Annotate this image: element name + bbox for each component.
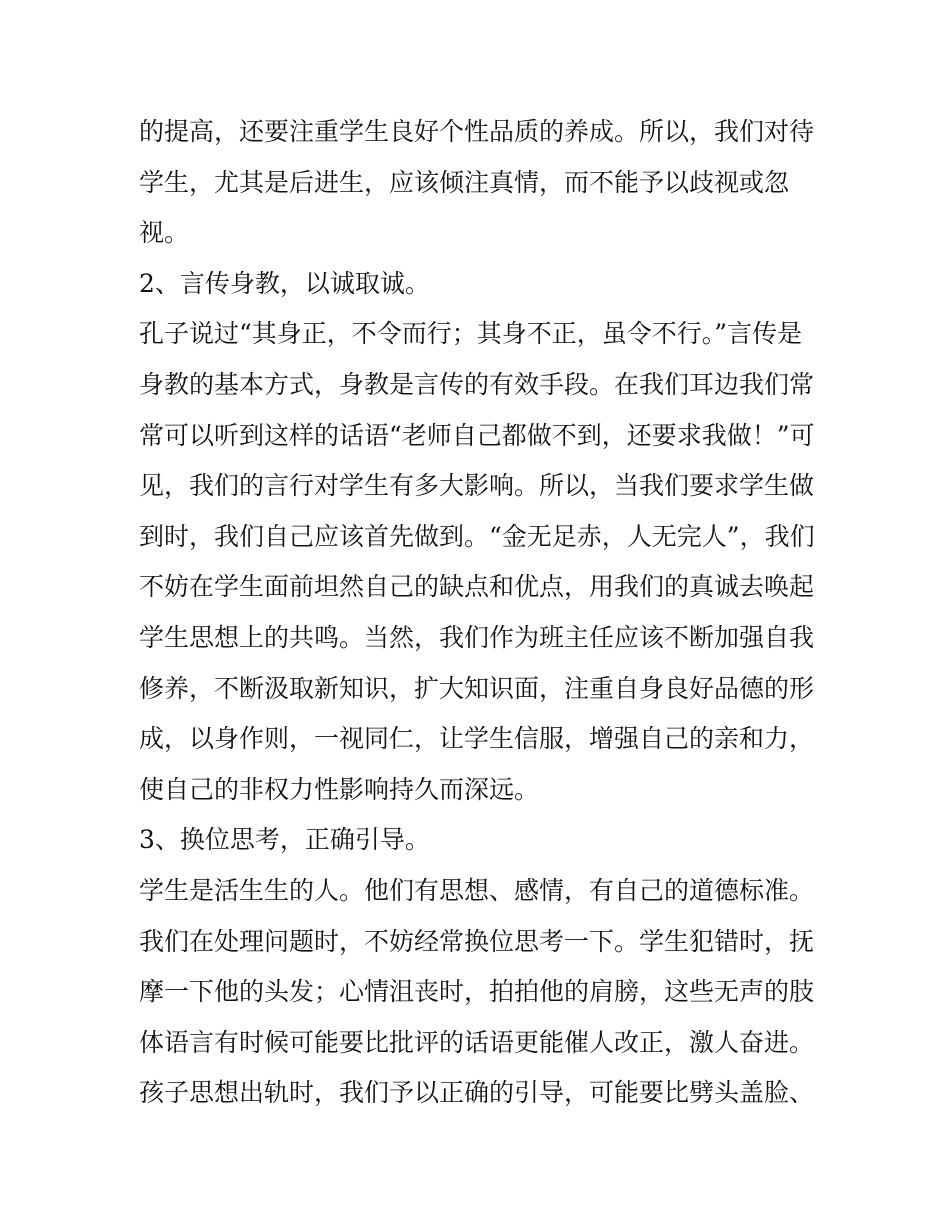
- text-line: 学生思想上的共鸣。当然，我们作为班主任应该不断加强自我: [139, 622, 815, 652]
- text-line: 孔子说过“其身正，不令而行；其身不正，虽令不行。”言传是: [139, 319, 803, 349]
- text-line: 我们在处理问题时，不妨经常换位思考一下。学生犯错时，抚: [139, 926, 815, 956]
- text-line: 不妨在学生面前坦然自己的缺点和优点，用我们的真诚去唤起: [139, 572, 815, 602]
- text-line: 成，以身作则，一视同仁，让学生信服，增强自己的亲和力，: [139, 724, 815, 754]
- section-heading: 2、言传身教，以诚取诚。: [139, 268, 430, 298]
- text-line: 视。: [139, 218, 190, 248]
- body-text: [139, 107, 819, 1119]
- text-line: 体语言有时候可能要比批评的话语更能催人改正，激人奋进。: [139, 1027, 815, 1057]
- text-line: 到时，我们自己应该首先做到。“金无足赤，人无完人”，我们: [139, 521, 815, 551]
- text-line: 孩子思想出轨时，我们予以正确的引导，可能要比劈头盖脸、: [139, 1078, 815, 1108]
- text-line: 的提高，还要注重学生良好个性品质的养成。所以，我们对待: [139, 117, 815, 146]
- text-line: 修养，不断汲取新知识，扩大知识面，注重自身良好品德的形: [139, 673, 815, 703]
- text-line: 身教的基本方式，身教是言传的有效手段。在我们耳边我们常: [139, 369, 815, 399]
- text-line: 使自己的非权力性影响持久而深远。: [139, 774, 540, 804]
- text-line: 常可以听到这样的话语“老师自己都做不到，还要求我做！”可: [139, 420, 815, 450]
- text-line: 学生，尤其是后进生，应该倾注真情，而不能予以歧视或忽: [139, 167, 790, 197]
- text-line: 见，我们的言行对学生有多大影响。所以，当我们要求学生做: [139, 471, 815, 501]
- text-line: 摩一下他的头发；心情沮丧时，拍拍他的肩膀，这些无声的肢: [139, 977, 815, 1007]
- text-line: 学生是活生生的人。他们有思想、感情，有自己的道德标准。: [139, 875, 815, 905]
- section-heading: 3、换位思考，正确引导。: [139, 825, 430, 855]
